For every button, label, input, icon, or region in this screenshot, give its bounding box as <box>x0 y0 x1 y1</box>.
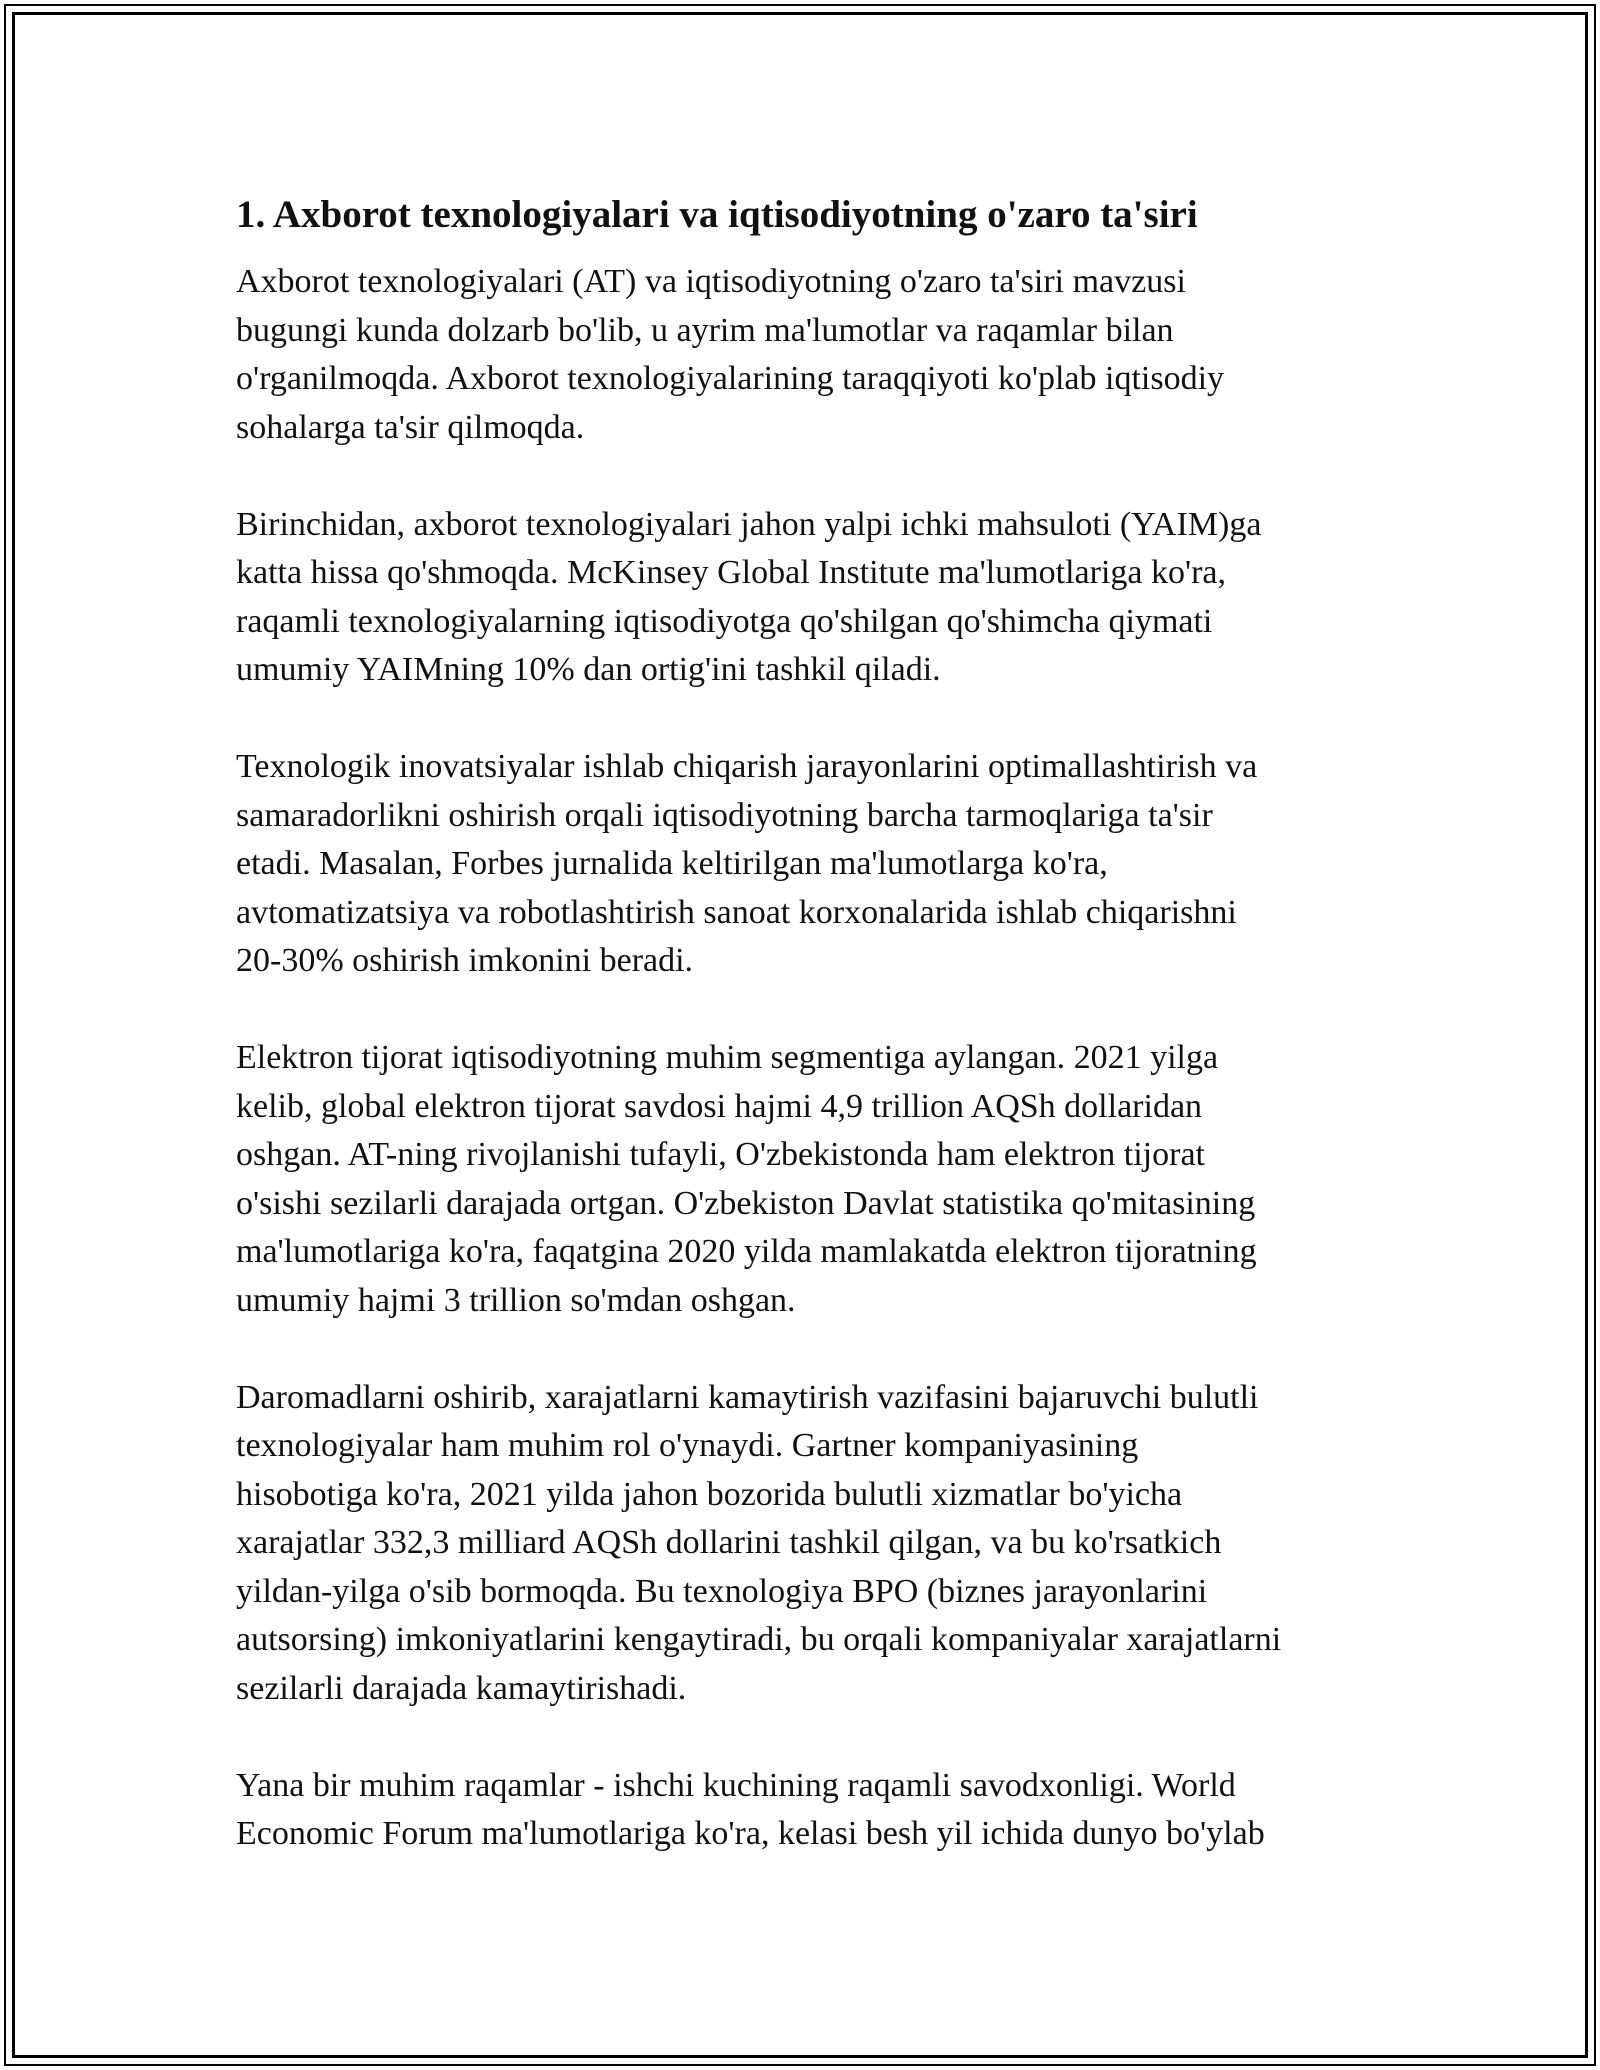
paragraph-line: umumiy YAIMning 10% dan ortig'ini tashkil qiladi. <box>236 651 941 688</box>
paragraph-line: Elektron tijorat iqtisodiyotning muhim segmentiga aylangan. 2021 yilga <box>236 1039 1219 1076</box>
paragraph-line: umumiy hajmi 3 trillion so'mdan oshgan. <box>236 1281 796 1319</box>
paragraph-line: o'rganilmoqda. Axborot texnologiyalarining taraqqiyoti ko'plab iqtisodiy <box>236 360 1225 397</box>
paragraph-line: bugungi kunda dolzarb bo'lib, u ayrim ma'lumotlar va raqamlar bilan <box>236 311 1174 349</box>
paragraph-line: oshgan. AT-ning rivojlanishi tufayli, O'zbekistonda ham elektron tijorat <box>236 1136 1205 1173</box>
paragraph-line: Birinchidan, axborot texnologiyalari jahon yalpi ichki mahsuloti (YAIM)ga <box>236 505 1262 543</box>
paragraph <box>236 1762 1376 1859</box>
paragraph-line: Texnologik inovatsiyalar ishlab chiqarish jarayonlarini optimallashtirish va <box>236 748 1258 785</box>
document-body <box>236 186 1376 1907</box>
paragraph <box>236 1034 1376 1325</box>
paragraph-line: kelib, global elektron tijorat savdosi hajmi 4,9 trillion AQSh dollaridan <box>236 1087 1203 1125</box>
paragraph-line: o'sishi sezilarli darajada ortgan. O'zbekiston Davlat statistika qo'mitasining <box>236 1184 1256 1222</box>
paragraph-line: etadi. Masalan, Forbes jurnalida keltirilgan ma'lumotlarga ko'ra, <box>236 845 1108 882</box>
paragraph-line: Daromadlarni oshirib, xarajatlarni kamaytirish vazifasini bajaruvchi bulutli <box>236 1378 1259 1416</box>
paragraph-line: texnologiyalar ham muhim rol o'ynaydi. Gartner kompaniyasining <box>236 1427 1139 1464</box>
paragraph <box>236 258 1376 452</box>
paragraph-line: hisobotiga ko'ra, 2021 yilda jahon bozorida bulutli xizmatlar bo'yicha <box>236 1475 1183 1513</box>
paragraph <box>236 743 1376 986</box>
paragraph-line: Axborot texnologiyalari (AT) va iqtisodiyotning o'zaro ta'siri mavzusi <box>236 263 1186 300</box>
paragraph-line: sezilarli darajada kamaytirishadi. <box>236 1669 687 1707</box>
paragraph-line: Economic Forum ma'lumotlariga ko'ra, kelasi besh yil ichida dunyo bo'ylab <box>236 1815 1265 1852</box>
paragraph-line: Yana bir muhim raqamlar - ishchi kuchining raqamli savodxonligi. World <box>236 1766 1236 1804</box>
paragraph-line: xarajatlar 332,3 milliard AQSh dollarini tashkil qilgan, va bu ko'rsatkich <box>236 1524 1222 1561</box>
paragraph-line: samaradorlikni oshirish orqali iqtisodiyotning barcha tarmoqlariga ta'sir <box>236 796 1213 834</box>
paragraph-line: avtomatizatsiya va robotlashtirish sanoat korxonalarida ishlab chiqarishni <box>236 893 1237 931</box>
paragraph-line: sohalarga ta'sir qilmoqda. <box>236 408 585 446</box>
paragraph-list <box>236 258 1376 1859</box>
paragraph-line: katta hissa qo'shmoqda. McKinsey Global Institute ma'lumotlariga ko'ra, <box>236 554 1227 591</box>
section-heading: 1. Axborot texnologiyalari va iqtisodiyotning o'zaro ta'siri <box>236 193 1198 236</box>
paragraph <box>236 1374 1376 1714</box>
paragraph-line: yildan-yilga o'sib bormoqda. Bu texnologiya BPO (biznes jarayonlarini <box>236 1572 1208 1610</box>
paragraph-line: autsorsing) imkoniyatlarini kengaytiradi, bu orqali kompaniyalar xarajatlarni <box>236 1621 1282 1658</box>
paragraph <box>236 501 1376 695</box>
paragraph-line: raqamli texnologiyalarning iqtisodiyotga qo'shilgan qo'shimcha qiymati <box>236 602 1213 640</box>
paragraph-line: ma'lumotlariga ko'ra, faqatgina 2020 yilda mamlakatda elektron tijoratning <box>236 1233 1257 1270</box>
paragraph-line: 20-30% oshirish imkonini beradi. <box>236 942 694 979</box>
